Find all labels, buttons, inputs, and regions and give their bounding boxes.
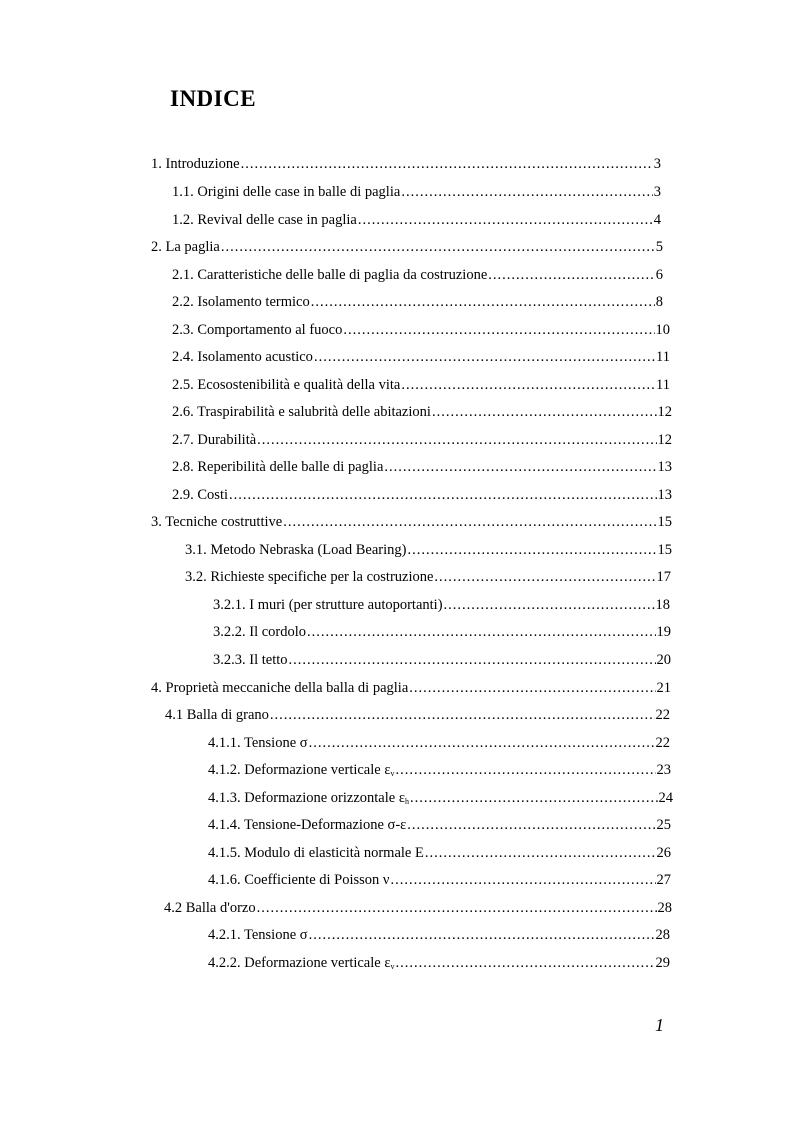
toc-entry-page: 26 bbox=[656, 845, 671, 861]
toc-leader-dots bbox=[384, 457, 656, 477]
toc-entry-page: 13 bbox=[657, 459, 672, 475]
toc-entry-page: 22 bbox=[655, 707, 670, 723]
toc-entry-label bbox=[208, 788, 409, 812]
toc-entry-label: 2.9. Costi bbox=[172, 487, 228, 503]
toc-entry-label: 4.2.1. Tensione σ bbox=[208, 927, 308, 943]
toc-entry bbox=[208, 953, 670, 973]
toc-entry-label-text: 4.1.3. Deformazione orizzontale ε bbox=[208, 790, 405, 806]
subscript-v: v bbox=[390, 769, 395, 778]
toc-entry-page: 22 bbox=[655, 735, 670, 751]
toc-leader-dots bbox=[390, 870, 655, 890]
toc-entry-page: 21 bbox=[656, 680, 671, 696]
toc-entry bbox=[208, 760, 671, 780]
toc-entry bbox=[151, 512, 672, 532]
toc-leader-dots bbox=[401, 375, 655, 395]
toc-entry-page: 12 bbox=[657, 432, 672, 448]
toc-entry-page: 19 bbox=[656, 624, 671, 640]
toc-entry-label: 4. Proprietà meccaniche della balla di paglia bbox=[151, 680, 409, 696]
toc-entry-page: 28 bbox=[657, 900, 672, 916]
toc-entry-label: 2.7. Durabilità bbox=[172, 432, 257, 448]
toc-leader-dots bbox=[407, 815, 655, 835]
toc-entry-page: 24 bbox=[658, 790, 673, 806]
toc-entry-label bbox=[208, 953, 394, 977]
toc-entry bbox=[151, 237, 663, 257]
toc-entry-label-text: 4.2.2. Deformazione verticale ε bbox=[208, 955, 391, 971]
toc-entry-page: 10 bbox=[655, 322, 670, 338]
toc-entry bbox=[213, 650, 671, 670]
toc-entry bbox=[172, 485, 672, 505]
toc-leader-dots bbox=[488, 265, 654, 285]
toc-entry bbox=[185, 540, 672, 560]
toc-entry bbox=[208, 733, 670, 753]
toc-entry-label: 2.5. Ecosostenibilità e qualità della vita bbox=[172, 377, 401, 393]
toc-entry-page: 3 bbox=[653, 156, 661, 172]
toc-entry-label: 4.1.4. Tensione-Deformazione σ-ε bbox=[208, 817, 407, 833]
toc-leader-dots bbox=[257, 898, 657, 918]
toc-entry-label-text: 4.1.2. Deformazione verticale ε bbox=[208, 762, 391, 778]
toc-entry bbox=[172, 375, 670, 395]
toc-entry bbox=[172, 265, 663, 285]
toc-entry bbox=[172, 457, 672, 477]
toc-entry-label: 2.8. Reperibilità delle balle di paglia bbox=[172, 459, 384, 475]
toc-entry-label: 4.1.5. Modulo di elasticità normale E bbox=[208, 845, 424, 861]
toc-entry-label: 3.2.3. Il tetto bbox=[213, 652, 288, 668]
toc-entry bbox=[172, 347, 670, 367]
toc-leader-dots bbox=[221, 237, 655, 257]
toc-entry bbox=[172, 430, 672, 450]
toc-entry-label: 4.2 Balla d'orzo bbox=[164, 900, 256, 916]
toc-entry-label: 2.4. Isolamento acustico bbox=[172, 349, 313, 365]
toc-entry-page: 12 bbox=[657, 404, 672, 420]
toc-leader-dots bbox=[409, 678, 655, 698]
toc-entry-label: 1.1. Origini delle case in balle di paglia bbox=[172, 184, 401, 200]
toc-leader-dots bbox=[444, 595, 655, 615]
toc-entry-label: 3.2.2. Il cordolo bbox=[213, 624, 307, 640]
toc-entry-page: 5 bbox=[655, 239, 663, 255]
toc-entry-label: 3.2.1. I muri (per strutture autoportanti) bbox=[213, 597, 443, 613]
toc-leader-dots bbox=[257, 430, 656, 450]
toc-entry-label: 3.1. Metodo Nebraska (Load Bearing) bbox=[185, 542, 407, 558]
toc-entry-label bbox=[208, 760, 394, 784]
toc-leader-dots bbox=[395, 953, 654, 973]
toc-leader-dots bbox=[311, 292, 655, 312]
toc-entry bbox=[208, 843, 671, 863]
toc-entry-page: 3 bbox=[653, 184, 661, 200]
toc-entry bbox=[172, 182, 661, 202]
toc-entry-page: 8 bbox=[655, 294, 663, 310]
toc-entry-label: 3. Tecniche costruttive bbox=[151, 514, 283, 530]
toc-entry-label: 2.1. Caratteristiche delle balle di paglia da costruzione bbox=[172, 267, 488, 283]
toc-entry-page: 27 bbox=[656, 872, 671, 888]
toc-entry bbox=[165, 705, 670, 725]
toc-leader-dots bbox=[289, 650, 656, 670]
toc-entry bbox=[172, 320, 670, 340]
toc-leader-dots bbox=[314, 347, 655, 367]
toc-entry-label: 4.1.6. Coefficiente di Poisson ν bbox=[208, 872, 390, 888]
toc-leader-dots bbox=[241, 154, 653, 174]
toc-leader-dots bbox=[395, 760, 655, 780]
toc-entry bbox=[208, 925, 670, 945]
page-title: INDICE bbox=[170, 86, 257, 111]
toc-entry bbox=[213, 595, 670, 615]
toc-entry-label: 2.2. Isolamento termico bbox=[172, 294, 310, 310]
toc-entry-label: 2.3. Comportamento al fuoco bbox=[172, 322, 343, 338]
toc-entry-label: 3.2. Richieste specifiche per la costruzione bbox=[185, 569, 434, 585]
toc-entry-page: 15 bbox=[657, 514, 672, 530]
toc-leader-dots bbox=[425, 843, 656, 863]
subscript-h: h bbox=[404, 797, 409, 806]
toc-entry-page: 13 bbox=[657, 487, 672, 503]
toc-leader-dots bbox=[410, 788, 658, 808]
toc-entry bbox=[172, 402, 672, 422]
toc-entry-page: 11 bbox=[656, 349, 670, 365]
toc-leader-dots bbox=[309, 733, 655, 753]
toc-entry bbox=[208, 815, 671, 835]
toc-entry bbox=[208, 870, 671, 890]
toc-entry bbox=[172, 292, 663, 312]
toc-entry-page: 17 bbox=[656, 569, 671, 585]
toc-entry bbox=[172, 210, 661, 230]
toc-entry bbox=[151, 678, 671, 698]
toc-entry bbox=[164, 898, 672, 918]
toc-entry-page: 25 bbox=[656, 817, 671, 833]
toc-entry-page: 29 bbox=[655, 955, 670, 971]
toc-entry bbox=[213, 622, 671, 642]
toc-entry-label: 2.6. Traspirabilità e salubrità delle abitazioni bbox=[172, 404, 431, 420]
toc-leader-dots bbox=[307, 622, 655, 642]
toc-entry-label: 2. La paglia bbox=[151, 239, 220, 255]
toc-leader-dots bbox=[432, 402, 657, 422]
toc-entry-page: 11 bbox=[656, 377, 670, 393]
toc-leader-dots bbox=[407, 540, 656, 560]
toc-entry-label: 1.2. Revival delle case in paglia bbox=[172, 212, 357, 228]
toc-entry-page: 23 bbox=[656, 762, 671, 778]
toc-entry-label: 4.1.1. Tensione σ bbox=[208, 735, 308, 751]
toc-entry bbox=[185, 567, 671, 587]
toc-entry bbox=[208, 788, 673, 808]
toc-entry-page: 18 bbox=[655, 597, 670, 613]
toc-leader-dots bbox=[283, 512, 656, 532]
toc-leader-dots bbox=[401, 182, 652, 202]
toc-leader-dots bbox=[229, 485, 657, 505]
toc-entry-label: 1. Introduzione bbox=[151, 156, 240, 172]
toc-leader-dots bbox=[434, 567, 655, 587]
toc-leader-dots bbox=[270, 705, 655, 725]
toc-entry bbox=[151, 154, 661, 174]
toc-entry-page: 20 bbox=[656, 652, 671, 668]
toc-leader-dots bbox=[343, 320, 654, 340]
subscript-v: v bbox=[390, 962, 395, 971]
page-number: 1 bbox=[655, 1015, 664, 1035]
toc-entry-label: 4.1 Balla di grano bbox=[165, 707, 269, 723]
toc-entry-page: 28 bbox=[655, 927, 670, 943]
toc-leader-dots bbox=[309, 925, 655, 945]
toc-entry-page: 15 bbox=[657, 542, 672, 558]
toc-entry-page: 4 bbox=[653, 212, 661, 228]
toc-leader-dots bbox=[358, 210, 653, 230]
toc-entry-page: 6 bbox=[655, 267, 663, 283]
